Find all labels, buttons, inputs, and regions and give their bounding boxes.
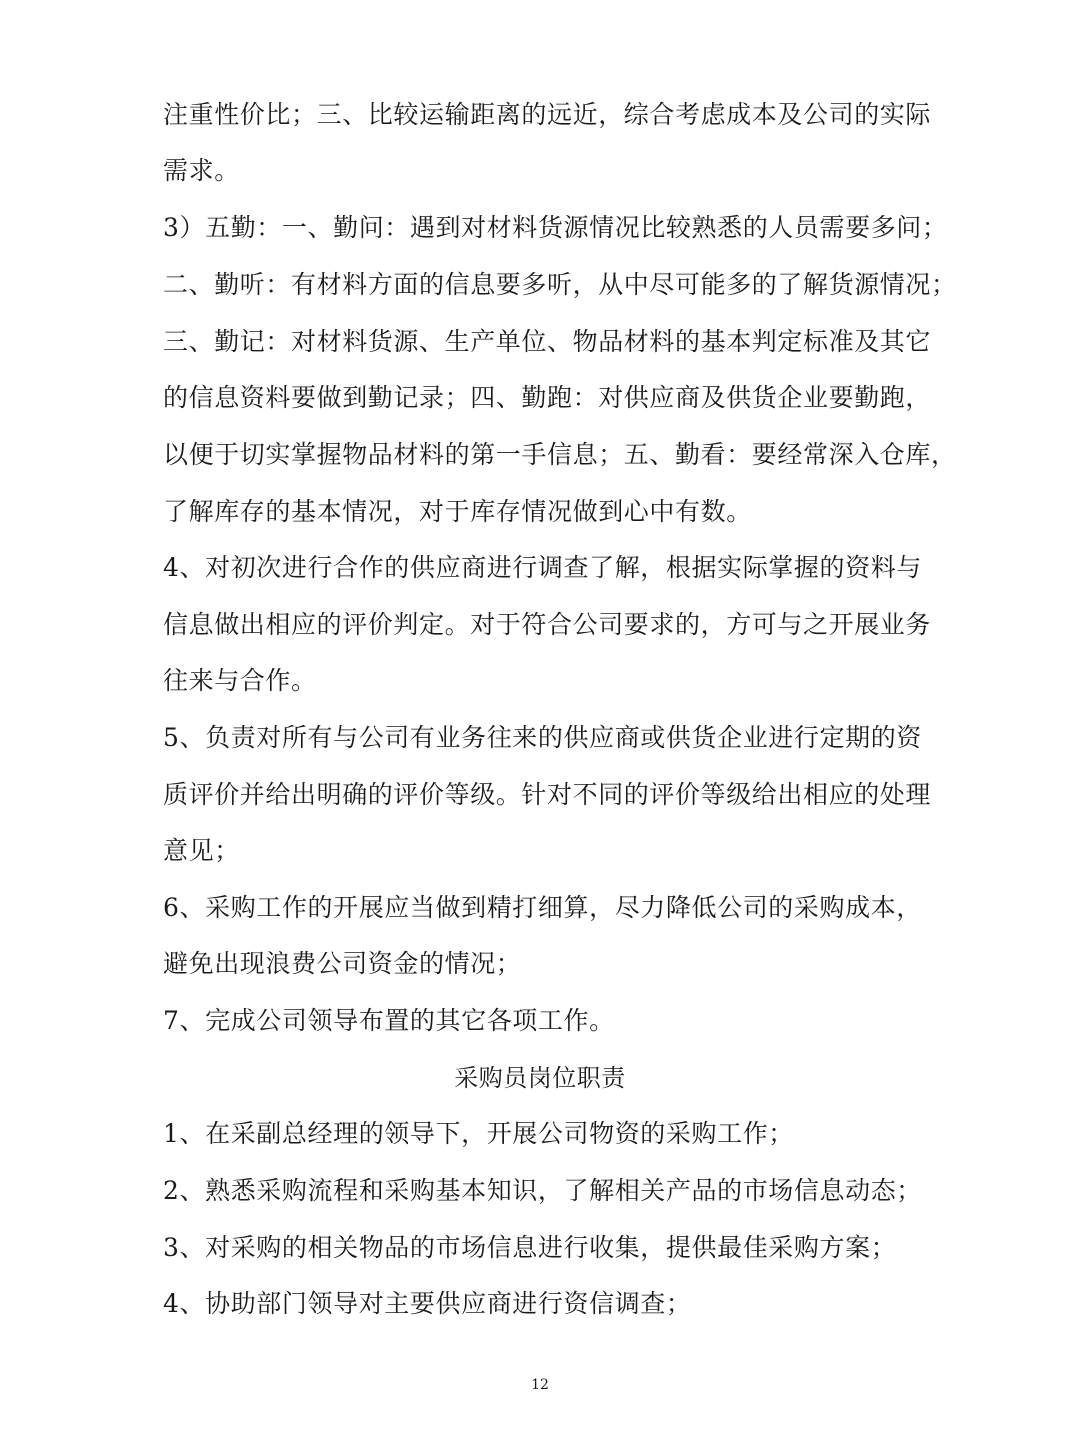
body-line: 4、对初次进行合作的供应商进行调查了解，根据实际掌握的资料与 (163, 553, 922, 582)
body-line: 信息做出相应的评价判定。对于符合公司要求的，方可与之开展业务 (163, 610, 932, 639)
section-line: 3、对采购的相关物品的市场信息进行收集，提供最佳采购方案； (163, 1233, 897, 1262)
body-line: 了解库存的基本情况，对于库存情况做到心中有数。 (163, 497, 752, 526)
body-line: 7、完成公司领导布置的其它各项工作。 (163, 1006, 615, 1035)
body-line: 5、负责对所有与公司有业务往来的供应商或供货企业进行定期的资 (163, 723, 922, 752)
body-line: 质评价并给出明确的评价等级。针对不同的评价等级给出相应的处理 (163, 780, 932, 809)
body-line: 需求。 (163, 156, 240, 185)
section-line: 1、在采副总经理的领导下，开展公司物资的采购工作； (163, 1119, 794, 1148)
body-line: 避免出现浪费公司资金的情况； (163, 949, 522, 978)
body-line: 意见； (163, 836, 240, 865)
body-line: 往来与合作。 (163, 666, 317, 695)
body-line: 以便于切实掌握物品材料的第一手信息；五、勤看：要经常深入仓库， (163, 440, 957, 469)
section-line: 4、协助部门领导对主要供应商进行资信调查； (163, 1289, 692, 1318)
body-line: 6、采购工作的开展应当做到精打细算，尽力降低公司的采购成本， (163, 893, 922, 922)
body-line: 的信息资料要做到勤记录；四、勤跑：对供应商及供货企业要勤跑， (163, 383, 932, 412)
body-line: 三、勤记：对材料货源、生产单位、物品材料的基本判定标准及其它 (163, 327, 932, 356)
body-line: 3）五勤：一、勤问：遇到对材料货源情况比较熟悉的人员需要多问； (163, 213, 948, 242)
section-line: 2、熟悉采购流程和采购基本知识，了解相关产品的市场信息动态； (163, 1176, 922, 1205)
section-title: 采购员岗位职责 (454, 1064, 626, 1092)
body-line: 注重性价比；三、比较运输距离的远近，综合考虑成本及公司的实际 (163, 100, 932, 129)
body-line: 二、勤听：有材料方面的信息要多听，从中尽可能多的了解货源情况； (163, 270, 957, 299)
page-number: 12 (531, 1377, 549, 1393)
